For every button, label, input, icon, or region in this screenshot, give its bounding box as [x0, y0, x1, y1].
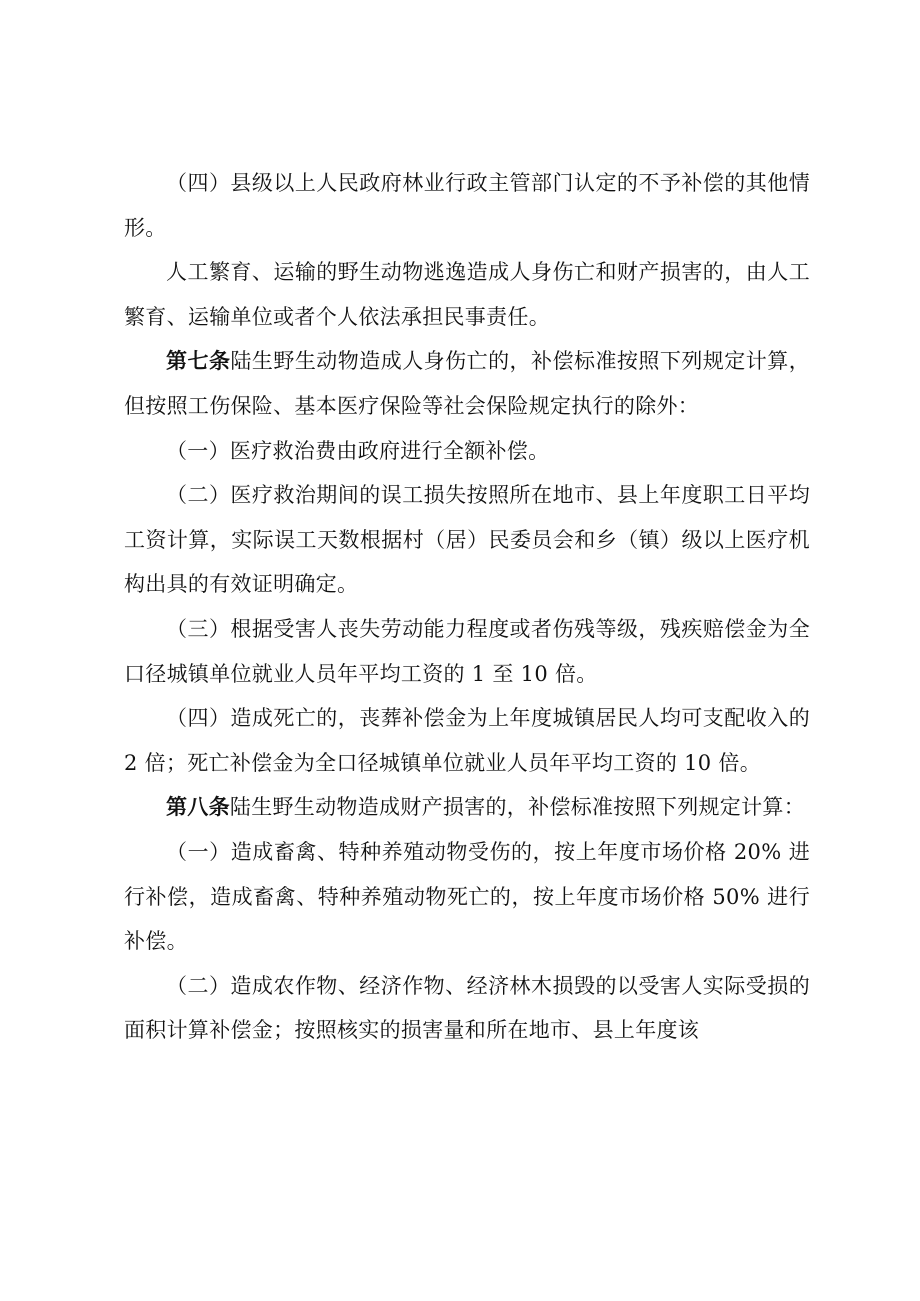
article-7-item-3	[124, 607, 810, 696]
article-7-item-1	[124, 429, 810, 474]
paragraph-escape-liability	[124, 250, 810, 339]
paragraph-text: （一）造成畜禽、特种养殖动物受伤的，按上年度市场价格 20% 进行补偿，造成畜禽、特种养殖动物死亡的，按上年度市场价格 50% 进行补偿。	[124, 839, 810, 954]
document-page	[124, 161, 810, 1053]
article-8-item-2	[124, 964, 810, 1053]
paragraph-text: （二）医疗救治期间的误工损失按照所在地市、县上年度职工日平均工资计算，实际误工天数根据村（居）民委员会和乡（镇）级以上医疗机构出具的有效证明确定。	[124, 483, 810, 597]
article-8-item-1	[124, 830, 810, 964]
paragraph-text: （二）造成农作物、经济作物、经济林木损毁的以受害人实际受损的面积计算补偿金；按照核实的损害量和所在地市、县上年度该	[124, 973, 810, 1043]
paragraph-text: 陆生野生动物造成财产损害的，补偿标准按照下列规定计算：	[229, 795, 806, 820]
article-7-item-4	[124, 696, 810, 785]
paragraph-text: 人工繁育、运输的野生动物逃逸造成人身伤亡和财产损害的，由人工繁育、运输单位或者个人依法承担民事责任。	[124, 260, 810, 329]
paragraph-text: （一）医疗救治费由政府进行全额补偿。	[166, 438, 550, 463]
article-label: 第七条	[166, 348, 231, 374]
article-7	[124, 339, 810, 428]
article-7-item-2	[124, 473, 810, 607]
paragraph-text: 陆生野生动物造成人身伤亡的，补偿标准按照下列规定计算，但按照工伤保险、基本医疗保险等社会保险规定执行的除外：	[124, 349, 810, 418]
paragraph-text: （四）造成死亡的，丧葬补偿金为上年度城镇居民人均可支配收入的 2 倍；死亡补偿金为全口径城镇单位就业人员年平均工资的 10 倍。	[124, 706, 810, 775]
paragraph-item-4-other	[124, 161, 810, 250]
paragraph-text: （四）县级以上人民政府林业行政主管部门认定的不予补偿的其他情形。	[124, 171, 810, 240]
paragraph-text: （三）根据受害人丧失劳动能力程度或者伤残等级，残疾赔偿金为全口径城镇单位就业人员年平均工资的 1 至 10 倍。	[124, 616, 810, 686]
article-label: 第八条	[166, 794, 230, 820]
article-8	[124, 785, 810, 830]
